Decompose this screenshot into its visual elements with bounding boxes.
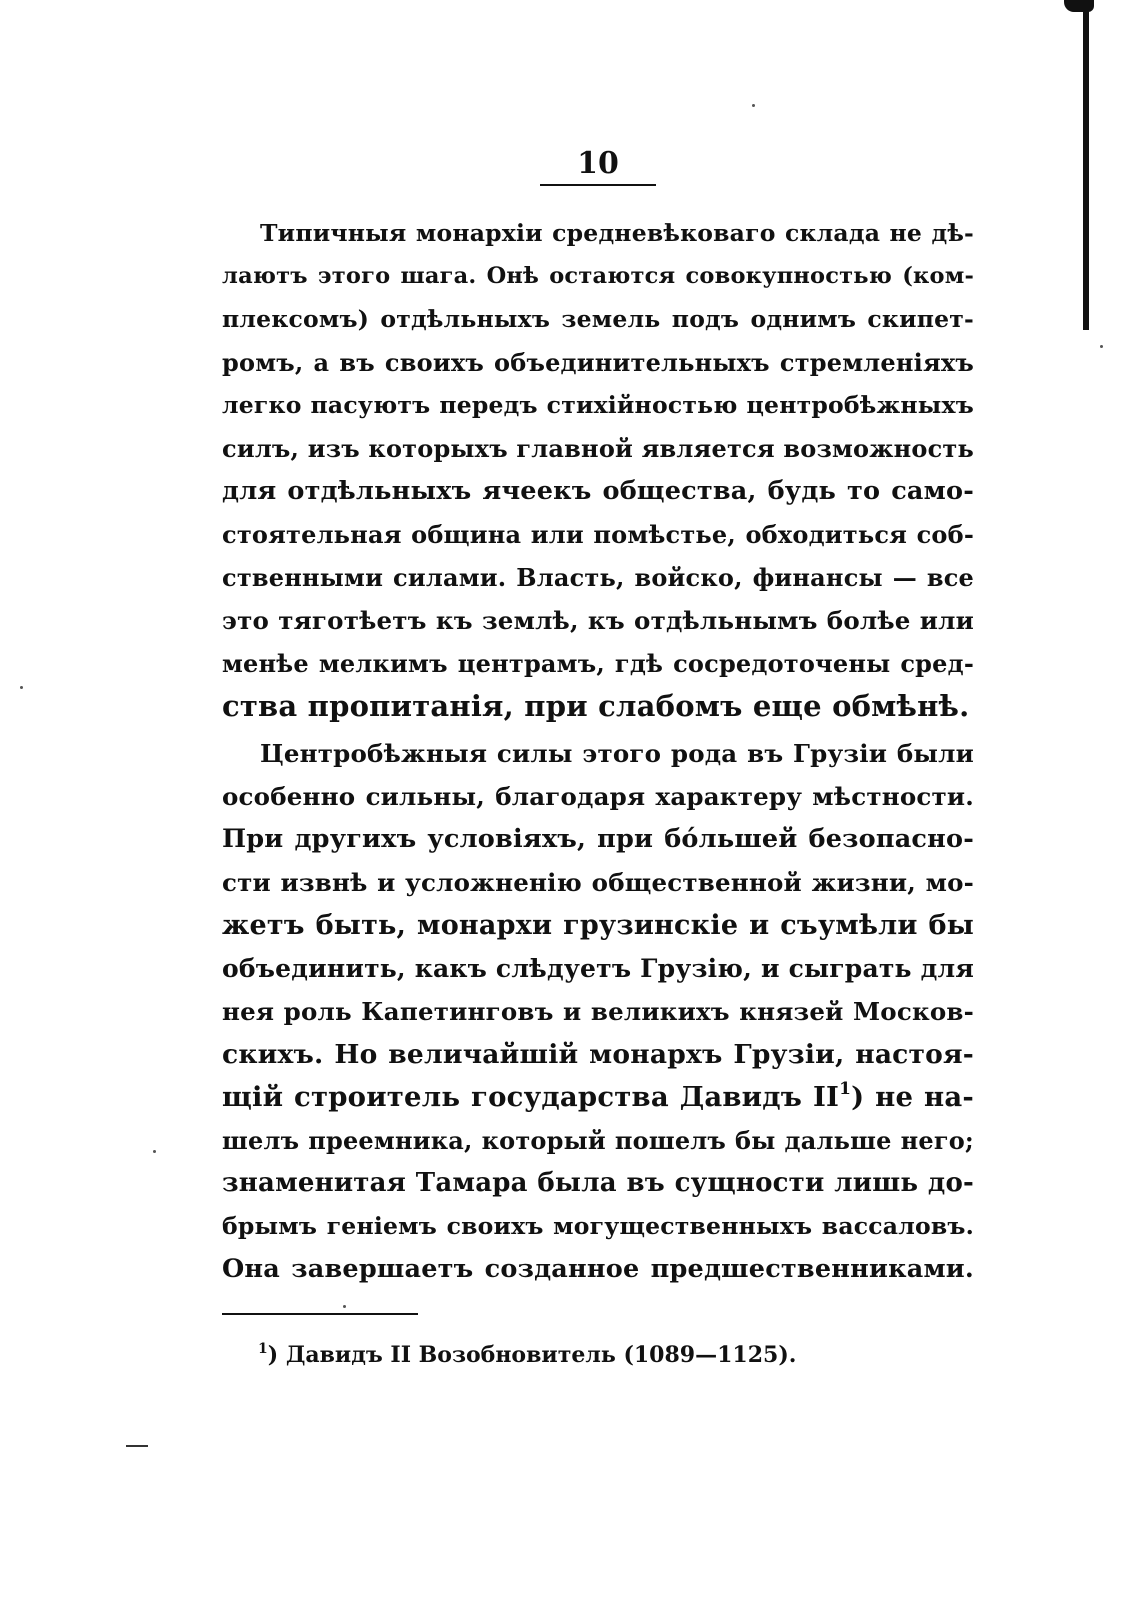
scan-speck bbox=[1100, 345, 1103, 348]
scan-speck bbox=[20, 686, 23, 689]
text-line-with-footnote bbox=[222, 1076, 974, 1119]
text-line: знаменитая Тамара была въ сущности лишь до- bbox=[222, 1168, 974, 1198]
footnote-text: ) Давидъ II Возобновитель (1089—1125). bbox=[267, 1342, 797, 1368]
text-line: стоятельная община или помѣстье, обходиться соб- bbox=[222, 520, 974, 549]
text-line: менѣе мелкимъ центрамъ, гдѣ сосредоточены сред- bbox=[222, 649, 974, 678]
text-line: Центробѣжныя силы этого рода въ Грузіи были bbox=[260, 739, 974, 768]
margin-dash bbox=[126, 1445, 148, 1447]
footnote-rule bbox=[222, 1313, 418, 1315]
text-line: плексомъ) отдѣльныхъ земель подъ однимъ скипет- bbox=[222, 305, 974, 333]
text-line: При другихъ условіяхъ, при бо́льшей безопасно- bbox=[222, 824, 974, 854]
footnote-marker[interactable]: 1 bbox=[839, 1079, 852, 1099]
scan-speck bbox=[343, 1305, 346, 1308]
text-line: объединить, какъ слѣдуетъ Грузію, и сыграть для bbox=[222, 954, 974, 983]
text-line: ственными силами. Власть, войско, финансы — все bbox=[222, 563, 974, 592]
scan-edge-mark bbox=[1064, 0, 1094, 12]
scan-speck bbox=[752, 104, 755, 107]
header-rule bbox=[540, 184, 656, 186]
scan-edge-bar bbox=[1083, 0, 1089, 330]
text-fragment: щій строитель государства Давидъ II bbox=[222, 1081, 840, 1113]
text-line: особенно сильны, благодаря характеру мѣстности. bbox=[222, 782, 974, 811]
text-line: силъ, изъ которыхъ главной является возможность bbox=[222, 434, 974, 463]
paragraph-1 bbox=[222, 212, 974, 728]
text-line: для отдѣльныхъ ячеекъ общества, будь то само- bbox=[222, 476, 974, 506]
footnote-marker: 1 bbox=[258, 1341, 268, 1357]
text-line: жетъ быть, монархи грузинскіе и съумѣли бы bbox=[222, 910, 974, 941]
text-line: сти извнѣ и усложненію общественной жизни, мо- bbox=[222, 868, 974, 897]
text-line: это тяготѣетъ къ землѣ, къ отдѣльнымъ болѣе или bbox=[222, 606, 974, 635]
text-line: Типичныя монархіи средневѣковаго склада не дѣ- bbox=[260, 219, 974, 247]
text-line: скихъ. Но величайшій монархъ Грузіи, настоя- bbox=[222, 1039, 974, 1070]
page-number: 10 bbox=[577, 146, 619, 181]
text-line: брымъ геніемъ своихъ могущественныхъ вассаловъ. bbox=[222, 1212, 974, 1240]
text-fragment: ) не на- bbox=[851, 1081, 974, 1113]
footnote bbox=[258, 1340, 796, 1370]
text-line: легко пасуютъ передъ стихійностью центробѣжныхъ bbox=[222, 391, 974, 419]
text-line: нея роль Капетинговъ и великихъ князей Москов- bbox=[222, 997, 974, 1026]
text-line: лаютъ этого шага. Онѣ остаются совокупностью (ком- bbox=[222, 263, 974, 289]
scan-speck bbox=[153, 1150, 156, 1153]
text-line: ромъ, а въ своихъ объединительныхъ стремленіяхъ bbox=[222, 348, 974, 377]
text-line: Она завершаетъ созданное предшественниками. bbox=[222, 1254, 974, 1284]
paragraph-2 bbox=[222, 732, 974, 1291]
text-line: ства пропитанія, при слабомъ еще обмѣнѣ. bbox=[222, 689, 970, 723]
text-line: шелъ преемника, который пошелъ бы дальше него; bbox=[222, 1126, 974, 1155]
body-text bbox=[222, 212, 974, 1291]
